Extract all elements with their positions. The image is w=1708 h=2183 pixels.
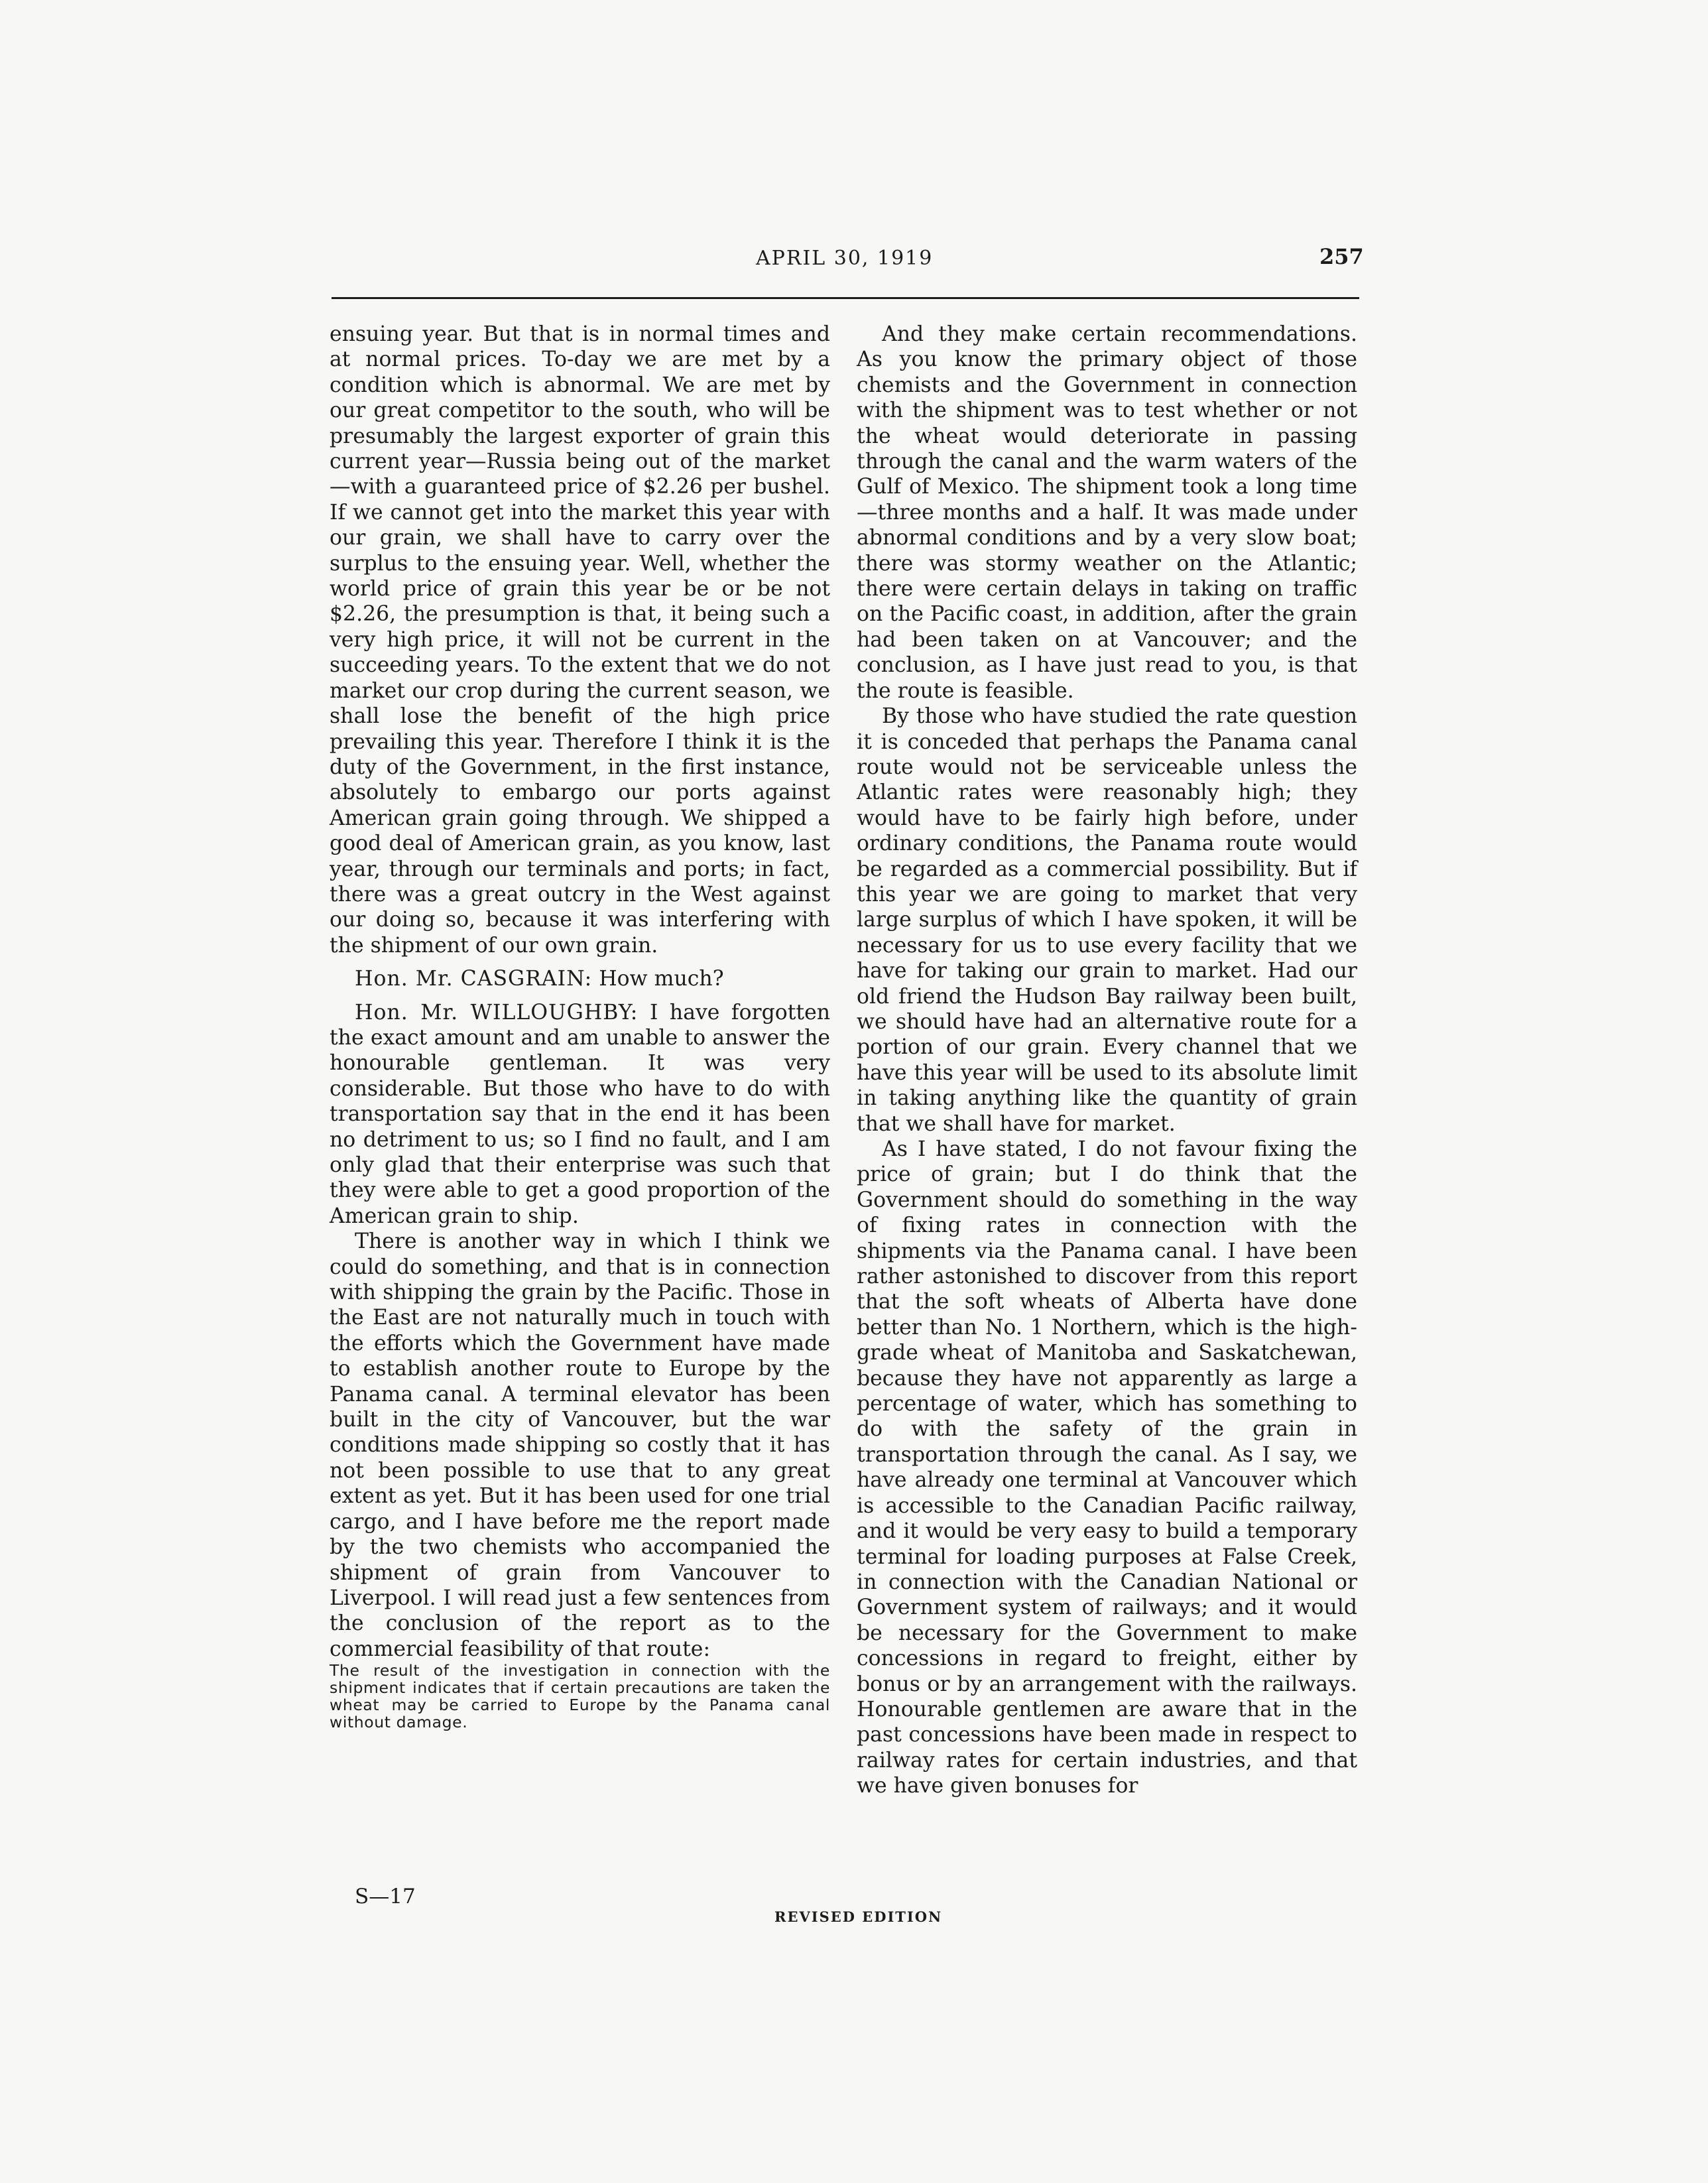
left-column [330,322,830,1731]
speech-willoughby [330,1000,830,1229]
speech-text: I have forgotten the exact amount and am unable to answer the honourable gentleman. It was very considerable. But those who have to do with transportation say that in the end it has been no detriment to us; so I find no fault, and I am only glad that their enterprise was such that they were able to get a good proportion of the American grain to ship. [330,1000,830,1228]
paragraph: By those who have studied the rate question it is conceded that perhaps the Panama canal route would not be serviceable unless the Atlantic rates were reasonably high; they would have to be fairly high before, under ordinary conditions, the Panama route would be regarded as a commercial possibility. But if this year we are going to market that very large surplus of which I have spoken, it will be necessary for us to use every facility that we have for taking our grain to market. Had our old friend the Hudson Bay railway been built, we should have had an alternative route for a portion of our grain. Every channel that we have this year will be used to its absolute limit in taking anything like the quantity of grain that we shall have for market. [857,704,1357,1136]
running-header-date: APRIL 30, 1919 [756,247,934,270]
signature-mark: S—17 [355,1885,416,1908]
paragraph: There is another way in which I think we could do something, and that is in connection with shipping the grain by the Pacific. Those in the East are not naturally much in touch with the efforts which the Government have made to establish another route to Europe by the Panama canal. A terminal elevator has been built in the city of Vancouver, but the war conditions made shipping so costly that it has not been possible to use that to any great extent as yet. But it has been used for one trial cargo, and I have before me the report made by the two chemists who accompanied the shipment of grain from Vancouver to Liverpool. I will read just a few sentences from the conclusion of the report as to the commercial feasibility of that route: [330,1229,830,1661]
paragraph: And they make certain recommendations. As you know the primary object of those chemists and the Government in connection with the shipment was to test whether or not the wheat would deteriorate in passing through the canal and the warm waters of the Gulf of Mexico. The shipment took a long time—three months and a half. It was made under abnormal conditions and by a very slow boat; there was stormy weather on the Atlantic; there were certain delays in taking on traffic on the Pacific coast, in addition, after the grain had been taken on at Vancouver; and the conclusion, as I have just read to you, is that the route is feasible. [857,322,1357,703]
speaker-name: Hon. Mr. CASGRAIN: [355,967,593,991]
header-rule [332,297,1359,299]
speech-text: How much? [592,967,724,991]
speaker-name: Hon. Mr. WILLOUGHBY: [355,1000,639,1025]
speech-casgrain [330,966,830,991]
block-quote: The result of the investigation in connection with the shipment indicates that if certain precautions are taken the wheat may be carried to Europe by the Panama canal without damage. [330,1661,830,1732]
right-column [857,322,1357,1799]
edition-label: REVISED EDITION [774,1908,943,1925]
paragraph: As I have stated, I do not favour fixing the price of grain; but I do think that the Government should do something in the way of fixing rates in connection with the shipments via the Panama canal. I have been rather astonished to discover from this report that the soft wheats of Alberta have done better than No. 1 Northern, which is the high-grade wheat of Manitoba and Saskatchewan, because they have not apparently as large a percentage of water, which has something to do with the safety of the grain in transportation through the canal. As I say, we have already one terminal at Vancouver which is accessible to the Canadian Pacific railway, and it would be very easy to build a temporary terminal for loading purposes at False Creek, in connection with the Canadian National or Government system of railways; and it would be necessary for the Government to make concessions in regard to freight, either by bonus or by an arrangement with the railways. Honourable gentlemen are aware that in the past concessions have been made in respect to railway rates for certain industries, and that we have given bonuses for [857,1137,1357,1798]
paragraph: ensuing year. But that is in normal times and at normal prices. To-day we are met by a condition which is abnormal. We are met by our great competitor to the south, who will be presumably the largest exporter of grain this current year—Russia being out of the market—with a guaranteed price of $2.26 per bushel. If we cannot get into the market this year with our grain, we shall have to carry over the surplus to the ensuing year. Well, whether the world price of grain this year be or be not $2.26, the presumption is that, it being such a very high price, it will not be current in the succeeding years. To the extent that we do not market our crop during the current season, we shall lose the benefit of the high price prevailing this year. Therefore I think it is the duty of the Government, in the first instance, absolutely to embargo our ports against American grain going through. We shipped a good deal of American grain, as you know, last year, through our terminals and ports; in fact, there was a great outcry in the West against our doing so, because it was interfering with the shipment of our own grain. [330,322,830,958]
page-number: 257 [1319,244,1364,269]
